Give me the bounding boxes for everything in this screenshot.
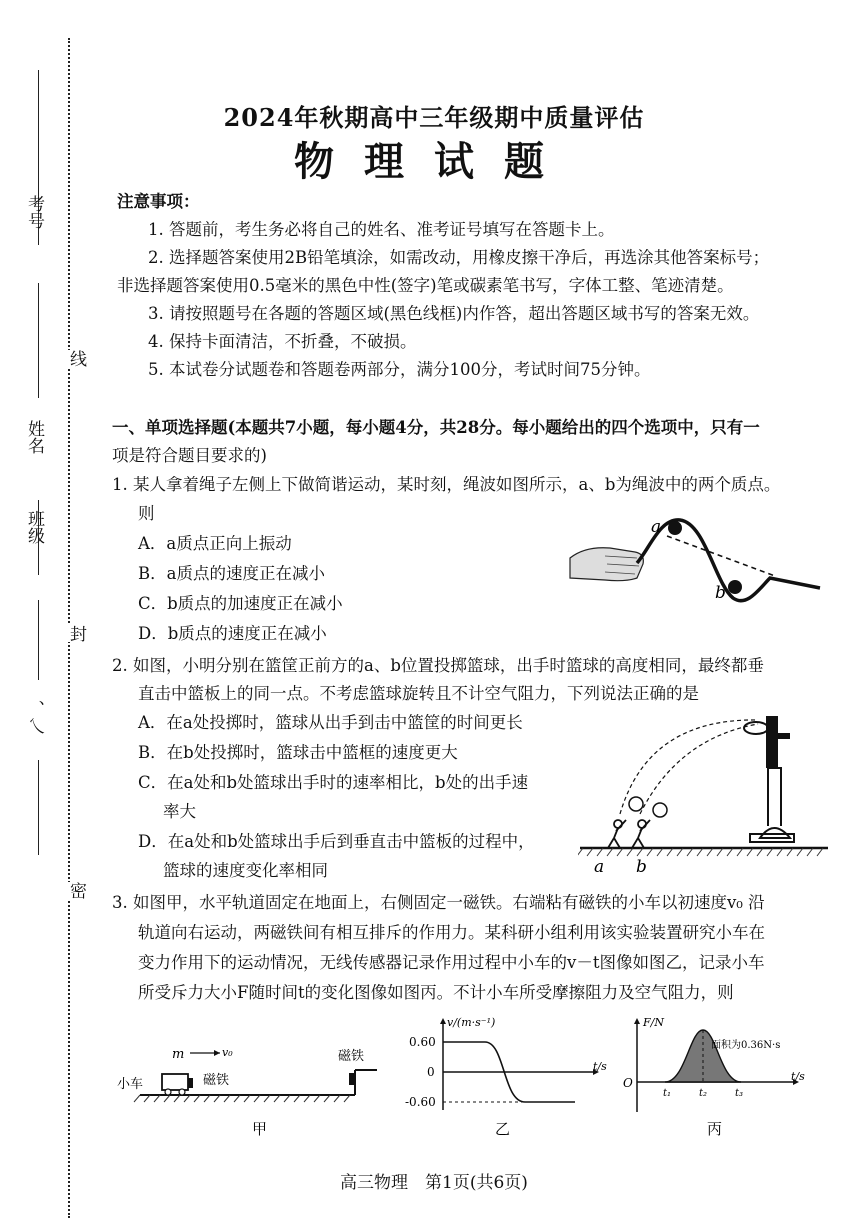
- vt-tick-zero: 0: [427, 1065, 435, 1079]
- particle-b: [728, 580, 742, 594]
- ft-origin: O: [623, 1076, 633, 1090]
- seal-mi-char: 密: [64, 882, 89, 899]
- name-underline: [38, 283, 39, 398]
- class-underline-bottom: [38, 600, 39, 680]
- seal-line-char: 线: [64, 350, 89, 367]
- car-magnet-label: 磁铁: [203, 1073, 230, 1088]
- q3-stem: 3. 如图甲，水平轨道固定在地面上，右侧固定一磁铁。右端粘有磁铁的小车以初速度v₀ 沿: [112, 893, 765, 912]
- figure-bing-caption: 丙: [707, 1120, 723, 1138]
- q3-figure-jia: [115, 1040, 395, 1140]
- car-label: 小车: [117, 1077, 144, 1092]
- equilibrium-dashed-line: [667, 536, 775, 576]
- notice-item: 1. 答题前，考生务必将自己的姓名、准考证号填写在答题卡上。: [148, 220, 615, 239]
- q1-option-a: A．a质点正向上振动: [138, 534, 292, 553]
- q2-option-d-cont: 篮球的速度变化率相同: [163, 861, 328, 880]
- seal-feng-char: 封: [64, 625, 89, 642]
- player-a-icon: [608, 820, 626, 848]
- trajectory-b: [640, 724, 758, 814]
- q2-basketball-figure: [578, 708, 830, 878]
- q3-stem-cont: 轨道向右运动，两磁铁间有相互排斥的作用力。某科研小组利用该实验装置研究小车在: [138, 923, 765, 942]
- q2-option-a: A．在a处投掷时，篮球从出手到击中篮筐的时间更长: [138, 713, 523, 732]
- ft-xlabel: t/s: [791, 1070, 805, 1083]
- q2-stem-cont: 直击中篮板上的同一点。不考虑篮球旋转且不计空气阻力，下列说法正确的是: [138, 684, 699, 703]
- notice-heading: 注意事项：: [117, 192, 200, 211]
- notice-item: 4. 保持卡面清洁，不折叠，不破损。: [148, 332, 417, 351]
- q1-option-b: B．a质点的速度正在减小: [138, 564, 325, 583]
- q2-option-c: C．在a处和b处篮球出手时的速率相比，b处的出手速: [138, 773, 529, 792]
- position-b-label: b: [636, 857, 647, 877]
- class-label: 班级: [24, 510, 44, 544]
- q1-stem-cont: 则: [138, 504, 155, 523]
- q3-stem-cont: 所受斥力大小F随时间t的变化图像如图丙。不计小车所受摩擦阻力及空气阻力，则: [138, 983, 734, 1002]
- exam-title: 2024年秋期高中三年级期中质量评估: [223, 103, 645, 132]
- name-label: 姓名: [24, 420, 44, 454]
- section-heading-cont: 项是符合题目要求的): [112, 446, 267, 465]
- particle-a-label: a: [651, 517, 662, 537]
- q1-option-d: D．b质点的速度正在减小: [138, 624, 327, 643]
- vt-ylabel: v/(m·s⁻¹): [447, 1016, 496, 1029]
- school-mark: 、乀: [24, 700, 44, 734]
- q2-option-b: B．在b处投掷时，篮球击中篮框的速度更大: [138, 743, 458, 762]
- position-a-label: a: [594, 857, 605, 877]
- q3-figure-yi-vt-chart: [395, 1012, 620, 1142]
- ft-t1: t₁: [663, 1088, 672, 1099]
- ft-t2: t₂: [699, 1088, 708, 1099]
- wall-magnet-label: 磁铁: [338, 1049, 365, 1064]
- q1-option-c: C．b质点的加速度正在减小: [138, 594, 343, 613]
- q2-option-c-cont: 率大: [163, 802, 196, 821]
- vt-tick-bottom: -0.60: [405, 1095, 436, 1109]
- mass-label: m: [172, 1047, 185, 1062]
- school-underline: [38, 760, 39, 855]
- q1-stem: 1. 某人拿着绳子左侧上下做简谐运动，某时刻，绳波如图所示，a、b为绳波中的两个质点。: [112, 475, 781, 494]
- player-b-icon: [632, 820, 650, 848]
- exam-no-label: 考号: [24, 195, 44, 229]
- q1-rope-wave-figure: [565, 508, 830, 618]
- figure-jia-caption: 甲: [252, 1120, 268, 1138]
- notice-item: 5. 本试卷分试题卷和答题卷两部分，满分100分，考试时间75分钟。: [148, 360, 651, 379]
- subject-title: 物理试题: [294, 138, 574, 185]
- ft-t3: t₃: [735, 1088, 744, 1099]
- ft-ylabel: F/N: [643, 1016, 664, 1029]
- hand-icon: [570, 548, 643, 581]
- q3-stem-cont: 变力作用下的运动情况，无线传感器记录作用过程中小车的v－t图像如图乙，记录小车: [138, 953, 765, 972]
- hoop: [744, 722, 768, 734]
- q2-option-d: D．在a处和b处篮球出手后到垂直击中篮板的过程中，: [138, 832, 535, 851]
- notice-item: 非选择题答案使用0.5毫米的黑色中性(签字)笔或碳素笔书写，字体工整、笔迹清楚。: [117, 276, 734, 295]
- particle-b-label: b: [715, 583, 726, 603]
- vt-tick-top: 0.60: [409, 1035, 436, 1049]
- cart-magnet: [188, 1078, 193, 1088]
- wall-magnet: [349, 1073, 355, 1085]
- notice-item: 2. 选择题答案使用2B铅笔填涂，如需改动，用橡皮擦干净后，再选涂其他答案标号；: [148, 248, 770, 267]
- v0-label: v₀: [222, 1046, 233, 1059]
- q2-stem: 2. 如图，小明分别在篮筐正前方的a、b位置投掷篮球，出手时篮球的高度相同，最终都垂: [112, 656, 764, 675]
- figure-yi-caption: 乙: [495, 1120, 511, 1138]
- q3-figure-bing-ft-chart: [615, 1012, 815, 1142]
- notice-item: 3. 请按照题号在各题的答题区域(黑色线框)内作答，超出答题区域书写的答案无效。: [148, 304, 760, 323]
- page-footer: 高三物理 第1页(共6页): [340, 1173, 528, 1193]
- ft-area-note: 面积为0.36N·s: [711, 1040, 781, 1051]
- vt-xlabel: t/s: [593, 1060, 607, 1073]
- cart: [162, 1074, 188, 1090]
- section-heading: 一、单项选择题(本题共7小题，每小题4分，共28分。每小题给出的四个选项中，只有一: [112, 418, 760, 437]
- backboard: [766, 716, 778, 768]
- particle-a: [668, 521, 682, 535]
